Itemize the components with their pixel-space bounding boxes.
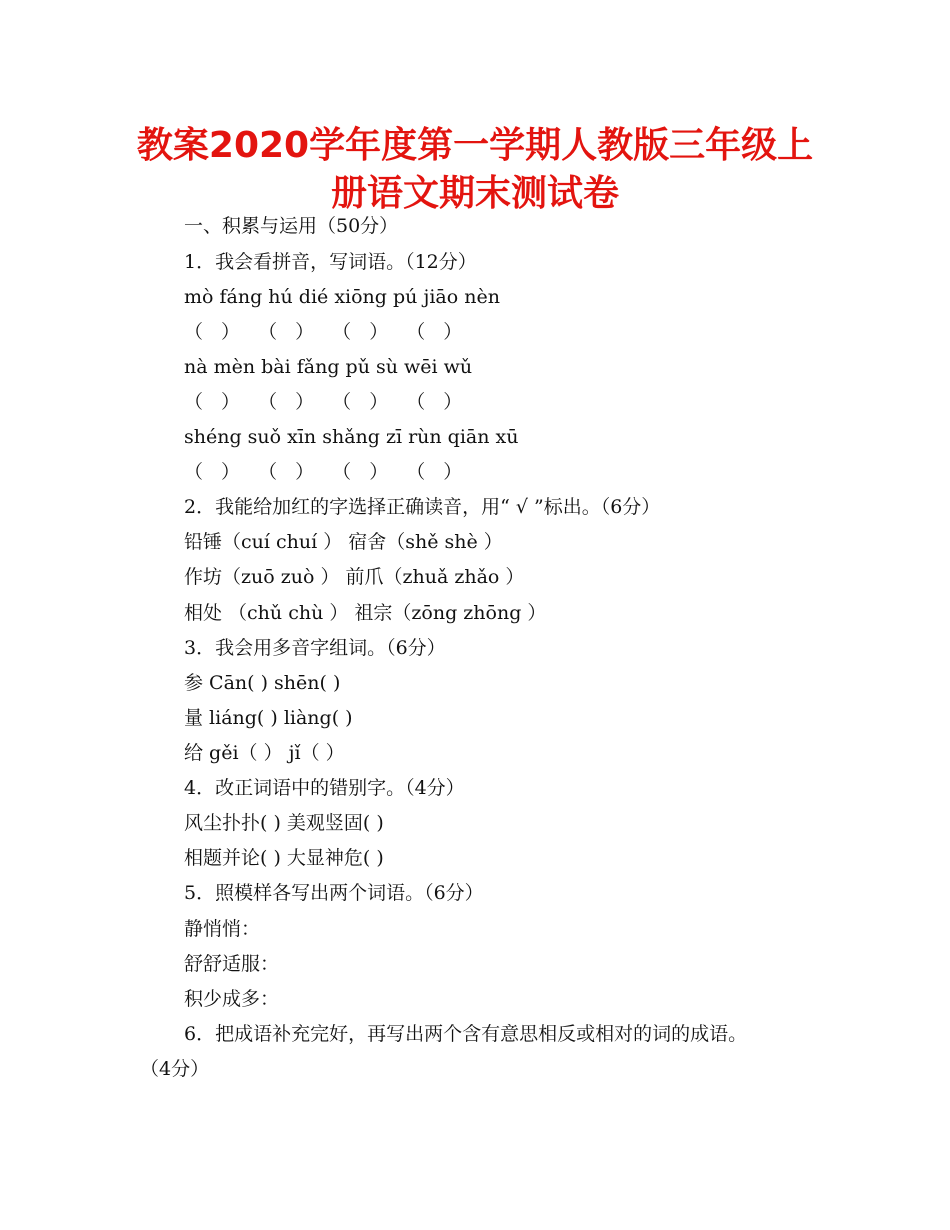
pattern-item-3: 积少成多： bbox=[184, 988, 280, 1010]
question-1-heading: 1．我会看拼音，写词语。（12分） bbox=[184, 251, 477, 273]
question-6-heading: 6．把成语补充完好，再写出两个含有意思相反或相对的词的成语。 bbox=[184, 1023, 748, 1045]
pattern-item-2: 舒舒适服： bbox=[184, 953, 280, 975]
question-6-score: （4分） bbox=[140, 1058, 210, 1080]
typo-row-2: 相题并论( ) 大显神危( ) bbox=[184, 847, 384, 869]
pinyin-row-3: shéng suǒ xīn shǎng zī rùn qiān xū bbox=[184, 426, 519, 448]
document-title-line-1: 教案2020学年度第一学期人教版三年级上 bbox=[136, 125, 814, 166]
answer-blanks-row-1: （ ） （ ） （ ） （ ） bbox=[184, 321, 469, 343]
polyphone-row-2: 量 liáng( ) liàng( ) bbox=[184, 707, 353, 729]
pronunciation-row-2: 作坊（zuō zuò ） 前爪（zhuǎ zhǎo ） bbox=[184, 566, 525, 588]
typo-row-1: 风尘扑扑( ) 美观竖固( ) bbox=[184, 812, 384, 834]
question-5-heading: 5．照模样各写出两个词语。（6分） bbox=[184, 882, 484, 904]
question-3-heading: 3．我会用多音字组词。（6分） bbox=[184, 637, 446, 659]
question-4-heading: 4．改正词语中的错别字。（4分） bbox=[184, 777, 465, 799]
answer-blanks-row-3: （ ） （ ） （ ） （ ） bbox=[184, 461, 469, 483]
question-2-heading: 2．我能给加红的字选择正确读音，用“ √ ”标出。（6分） bbox=[184, 496, 661, 518]
pronunciation-row-3: 相处 （chǔ chù ） 祖宗（zōng zhōng ） bbox=[184, 602, 547, 624]
document-title-line-2: 册语文期末测试卷 bbox=[330, 173, 619, 214]
pronunciation-row-1: 铅锤（cuí chuí ） 宿舍（shě shè ） bbox=[184, 531, 503, 553]
answer-blanks-row-2: （ ） （ ） （ ） （ ） bbox=[184, 391, 469, 413]
polyphone-row-3: 给 gěi（ ） jǐ（ ） bbox=[184, 742, 345, 764]
pinyin-row-2: nà mèn bài fǎng pǔ sù wēi wǔ bbox=[184, 356, 473, 378]
pattern-item-1: 静悄悄： bbox=[184, 918, 261, 940]
pinyin-row-1: mò fáng hú dié xiōng pú jiāo nèn bbox=[184, 286, 500, 308]
polyphone-row-1: 参 Cān( ) shēn( ) bbox=[184, 672, 341, 694]
section-heading: 一、积累与运用（50分） bbox=[184, 215, 399, 237]
